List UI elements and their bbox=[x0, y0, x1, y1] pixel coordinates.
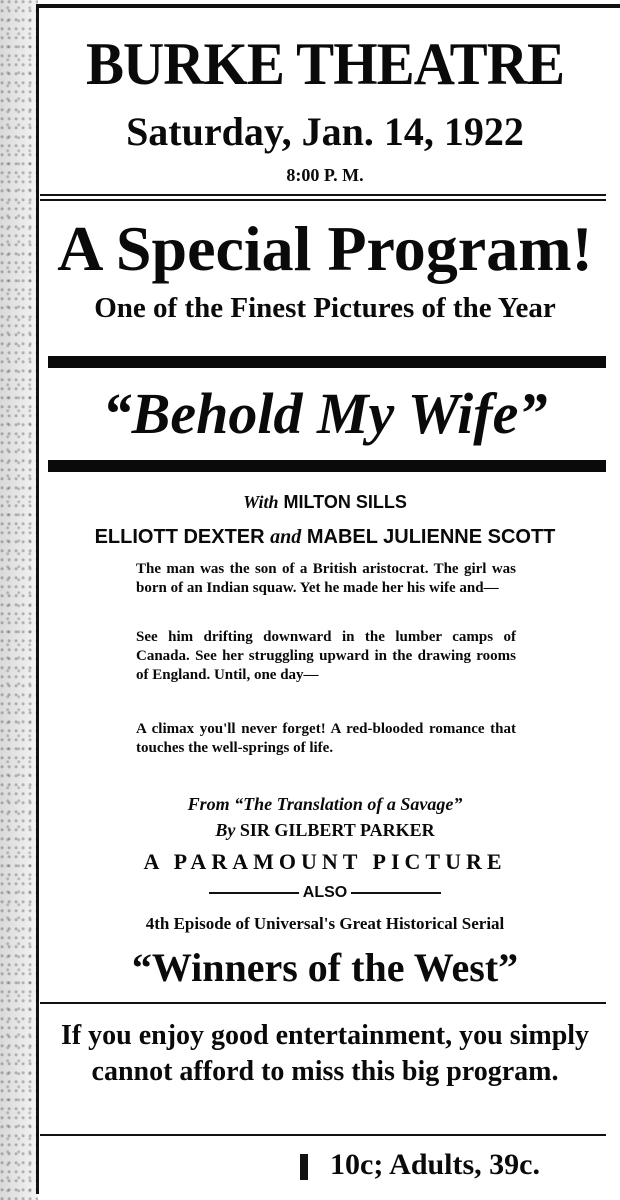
also-rule-left bbox=[209, 892, 299, 894]
tagline: One of the Finest Pictures of the Year bbox=[94, 292, 556, 324]
serial-title: “Winners of the West” bbox=[131, 945, 519, 990]
show-date: Saturday, Jan. 14, 1922 bbox=[126, 109, 524, 154]
ink-mark bbox=[300, 1154, 308, 1180]
also-rule-right bbox=[351, 892, 441, 894]
thick-divider bbox=[48, 356, 606, 368]
synopsis-paragraph: A climax you'll never forget! A red-blooded romance that touches the well-springs of life. bbox=[136, 721, 516, 756]
also-divider bbox=[40, 884, 610, 902]
theatre-name: BURKE THEATRE bbox=[85, 31, 565, 97]
serial-episode: 4th Episode of Universal's Great Historical Serial bbox=[145, 914, 505, 933]
cast-b: MABEL JULIENNE SCOTT bbox=[306, 526, 556, 548]
closing-pitch: If you enjoy good entertainment, you simply cannot afford to miss this big program. bbox=[60, 1020, 590, 1087]
divider bbox=[40, 1002, 606, 1004]
synopsis-paragraph: The man was the son of a British aristocrat. The girl was born of an Indian squaw. Yet he made her his wife and— bbox=[136, 561, 516, 596]
cast-line bbox=[40, 526, 610, 549]
divider bbox=[40, 199, 606, 201]
thick-divider bbox=[48, 460, 606, 472]
with-prefix: With bbox=[243, 492, 279, 512]
source-credit: From “The Translation of a Savage” bbox=[187, 794, 463, 814]
price-text: 10c; Adults, 39c. bbox=[330, 1148, 540, 1181]
studio-credit: A PARAMOUNT PICTURE bbox=[143, 849, 507, 874]
synopsis-paragraph: See him drifting downward in the lumber camps of Canada. See her struggling upward in the drawing rooms of England. Until, one day— bbox=[136, 629, 516, 683]
author-name: SIR GILBERT PARKER bbox=[239, 820, 435, 840]
scan-edge bbox=[0, 0, 38, 1200]
star-line bbox=[40, 492, 610, 513]
author-credit bbox=[40, 820, 610, 841]
divider bbox=[40, 1134, 606, 1136]
feature-title: “Behold My Wife” bbox=[102, 381, 548, 446]
special-program-headline: A Special Program! bbox=[57, 213, 593, 284]
also-label: ALSO bbox=[302, 884, 348, 901]
show-time: 8:00 P. M. bbox=[286, 165, 364, 185]
top-rule bbox=[36, 4, 620, 8]
cast-a: ELLIOTT DEXTER bbox=[94, 526, 265, 548]
by-prefix: By bbox=[215, 820, 236, 840]
admission-price bbox=[300, 1148, 540, 1182]
cast-and: and bbox=[270, 526, 302, 548]
divider bbox=[40, 194, 606, 196]
star-name: MILTON SILLS bbox=[283, 492, 407, 512]
